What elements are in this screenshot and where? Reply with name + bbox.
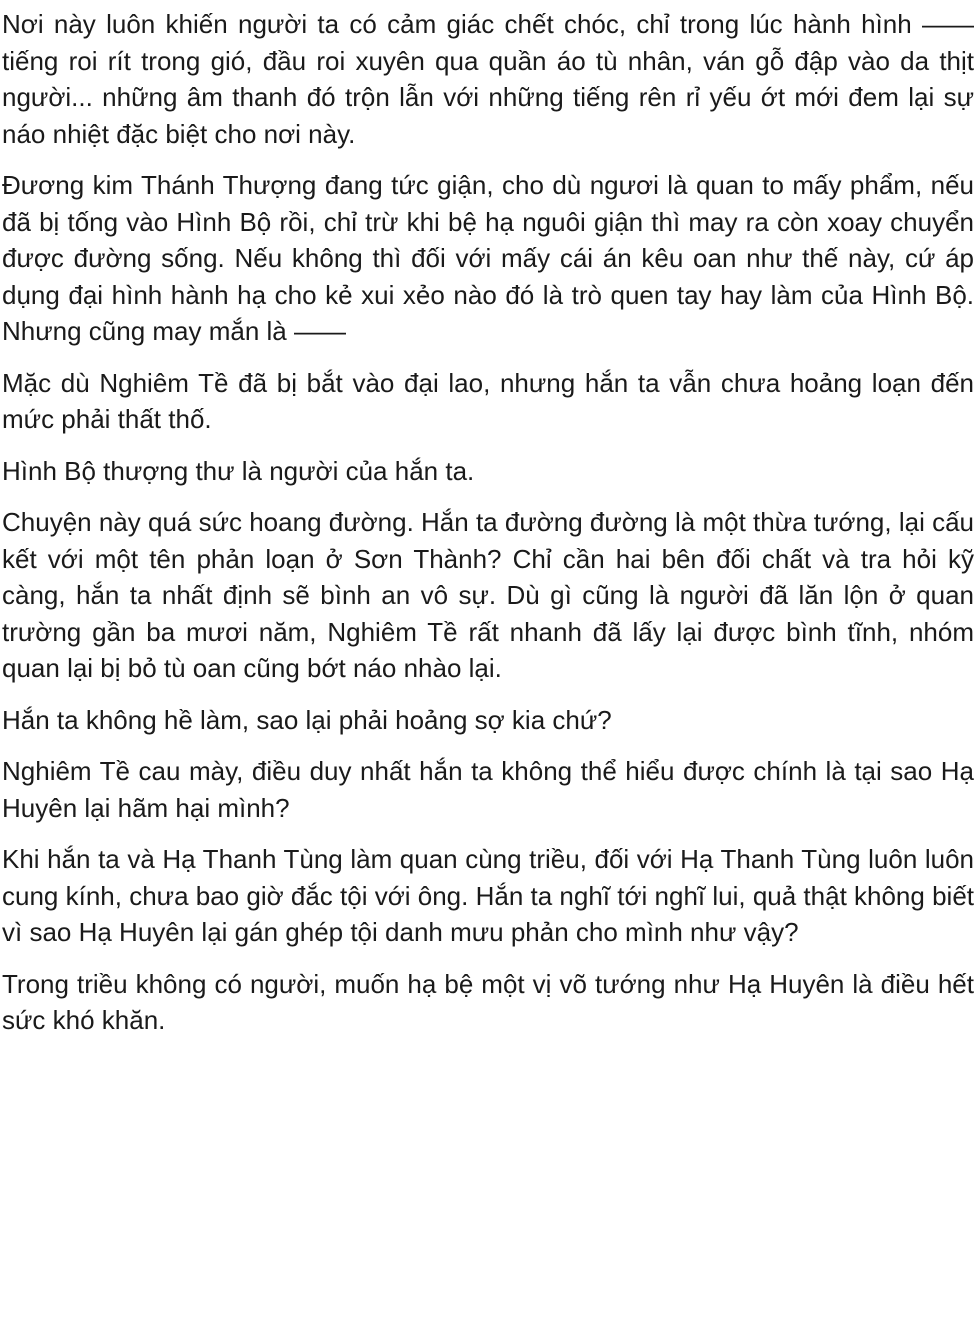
paragraph: Trong triều không có người, muốn hạ bệ một vị võ tướng như Hạ Huyên là điều hết sức khó khăn. [2, 968, 974, 1035]
paragraph: Hình Bộ thượng thư là người của hắn ta. [2, 455, 475, 486]
paragraph: Đương kim Thánh Thượng đang tức giận, cho dù ngươi là quan to mấy phẩm, nếu đã bị tống vào Hình Bộ rồi, chỉ trừ khi bệ hạ nguôi giận thì may ra còn xoay chuyển được đường sống. Nếu không thì đối với mấy cái án kêu oan như thế này, cứ áp dụng đại hình hành hạ cho kẻ xui xẻo nào đó là trò quen tay hay làm của Hình Bộ. Nhưng cũng may mắn là —— [2, 170, 974, 346]
paragraph: Chuyện này quá sức hoang đường. Hắn ta đường đường là một thừa tướng, lại cấu kết với một tên phản loạn ở Sơn Thành? Chỉ cần hai bên đối chất và tra hỏi kỹ càng, hắn ta nhất định sẽ bình an vô sự. Dù gì cũng là người đã lăn lộn ở quan trường gần ba mươi năm, Nghiêm Tề rất nhanh đã lấy lại được bình tĩnh, nhóm quan lại bị bỏ tù oan cũng bớt náo nhào lại. [2, 507, 974, 683]
paragraph: Hắn ta không hề làm, sao lại phải hoảng sợ kia chứ? [2, 704, 612, 735]
paragraph: Khi hắn ta và Hạ Thanh Tùng làm quan cùng triều, đối với Hạ Thanh Tùng luôn luôn cung kính, chưa bao giờ đắc tội với ông. Hắn ta nghĩ tới nghĩ lui, quả thật không biết vì sao Hạ Huyên lại gán ghép tội danh mưu phản cho mình như vậy? [2, 844, 974, 947]
paragraph: Nơi này luôn khiến người ta có cảm giác chết chóc, chỉ trong lúc hành hình —— tiếng roi rít trong gió, đầu roi xuyên qua quần áo tù nhân, ván gỗ đập vào da thịt người... những âm thanh đó trộn lẫn với những tiếng rên rỉ yếu ớt mới đem lại sự náo nhiệt đặc biệt cho nơi này. [2, 9, 974, 149]
paragraph: Nghiêm Tề cau mày, điều duy nhất hắn ta không thể hiểu được chính là tại sao Hạ Huyên lại hãm hại mình? [2, 756, 974, 823]
paragraph: Mặc dù Nghiêm Tề đã bị bắt vào đại lao, nhưng hắn ta vẫn chưa hoảng loạn đến mức phải thất thố. [2, 367, 974, 434]
